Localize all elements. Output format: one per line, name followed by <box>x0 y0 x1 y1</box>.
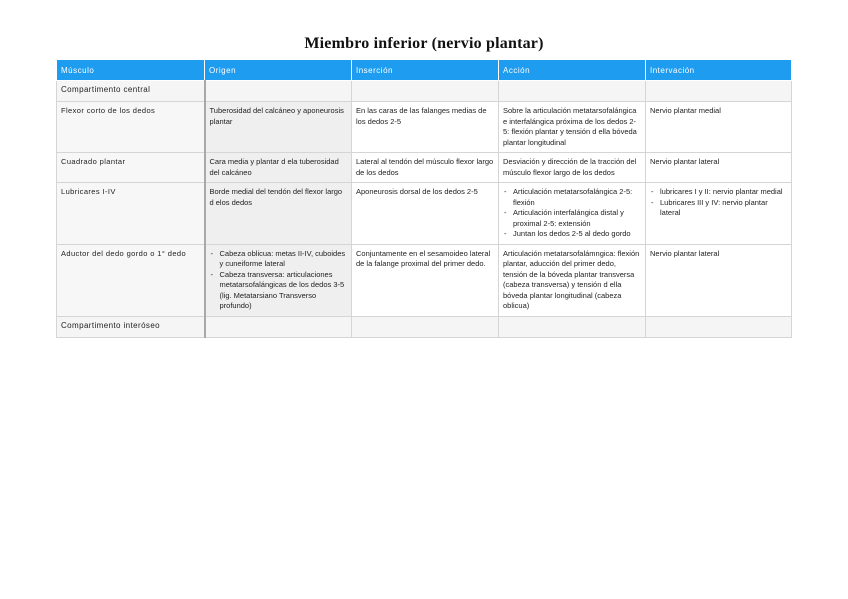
table-row <box>57 153 792 183</box>
section-label-interoseo: Compartimento interóseo <box>57 316 205 337</box>
action-list <box>503 187 641 240</box>
insertion-cell[interactable]: Lateral al tendón del músculo flexor largo de los dedos <box>352 153 499 183</box>
insertion-cell[interactable]: En las caras de las falanges medias de los dedos 2-5 <box>352 102 499 153</box>
list-item: - lubricares I y II: nervio plantar medial <box>650 187 787 198</box>
page-title: Miembro inferior (nervio plantar) <box>304 35 544 52</box>
origin-list <box>210 249 348 312</box>
table-header-row <box>57 60 792 81</box>
header-insercion[interactable]: Inserción <box>352 60 499 81</box>
muscle-table <box>56 59 792 338</box>
action-cell[interactable]: Sobre la articulación metatarsofalángica e interfalángica próxima de los dedos 2-5: flexión plantar y tensión d ella bóveda plantar longitudinal <box>499 102 646 153</box>
muscle-cell[interactable]: Lubricares I-IV <box>57 183 205 245</box>
action-cell[interactable]: Articulación metatarsofalámngica: flexión plantar, aducción del primer dedo, tensión de la bóveda plantar transversa (cabeza transversa) y tensión d ella bóveda plantar longitudinal (cabeza oblicua) <box>499 244 646 316</box>
table-row <box>57 102 792 153</box>
list-item: - Articulación interfalángica distal y proximal 2-5: extensión <box>503 208 641 229</box>
muscle-cell[interactable]: Flexor corto de los dedos <box>57 102 205 153</box>
table-row <box>57 183 792 245</box>
origin-cell[interactable]: Cara media y plantar d ela tuberosidad del calcáneo <box>205 153 352 183</box>
list-item: - Juntan los dedos 2-5 al dedo gordo <box>503 229 641 240</box>
section-row-central <box>57 81 792 102</box>
table-row <box>57 244 792 316</box>
innervation-list <box>650 187 787 219</box>
section-row-interoseo <box>57 316 792 337</box>
list-item: - Cabeza oblicua: metas II-IV, cuboides y cuneiforme lateral <box>210 249 348 270</box>
origin-cell[interactable] <box>205 244 352 316</box>
section-label-central: Compartimento central <box>57 81 205 102</box>
list-item: - Articulación metatarsofalángica 2-5: flexión <box>503 187 641 208</box>
header-accion[interactable]: Acción <box>499 60 646 81</box>
header-origen[interactable]: Origen <box>205 60 352 81</box>
header-intervacion[interactable]: Intervación <box>646 60 792 81</box>
insertion-cell[interactable]: Conjuntamente en el sesamoideo lateral de la falange proximal del primer dedo. <box>352 244 499 316</box>
action-cell[interactable] <box>499 183 646 245</box>
origin-cell[interactable]: Tuberosidad del calcáneo y aponeurosis plantar <box>205 102 352 153</box>
insertion-cell[interactable]: Aponeurosis dorsal de los dedos 2-5 <box>352 183 499 245</box>
list-item: - Cabeza transversa: articulaciones metatarsofalángicas de los dedos 3-5 (lig. Metatarsiano Transverso profundo) <box>210 270 348 312</box>
muscle-cell[interactable]: Cuadrado plantar <box>57 153 205 183</box>
origin-cell[interactable]: Borde medial del tendón del flexor largo d elos dedos <box>205 183 352 245</box>
innervation-cell[interactable]: Nervio plantar medial <box>646 102 792 153</box>
innervation-cell[interactable]: Nervio plantar lateral <box>646 153 792 183</box>
muscle-cell[interactable]: Aductor del dedo gordo o 1° dedo <box>57 244 205 316</box>
innervation-cell[interactable] <box>646 183 792 245</box>
list-item: - Lubricares III y IV: nervio plantar lateral <box>650 198 787 219</box>
action-cell[interactable]: Desviación y dirección de la tracción del músculo flexor largo de los dedos <box>499 153 646 183</box>
header-musculo[interactable]: Músculo <box>57 60 205 81</box>
innervation-cell[interactable]: Nervio plantar lateral <box>646 244 792 316</box>
